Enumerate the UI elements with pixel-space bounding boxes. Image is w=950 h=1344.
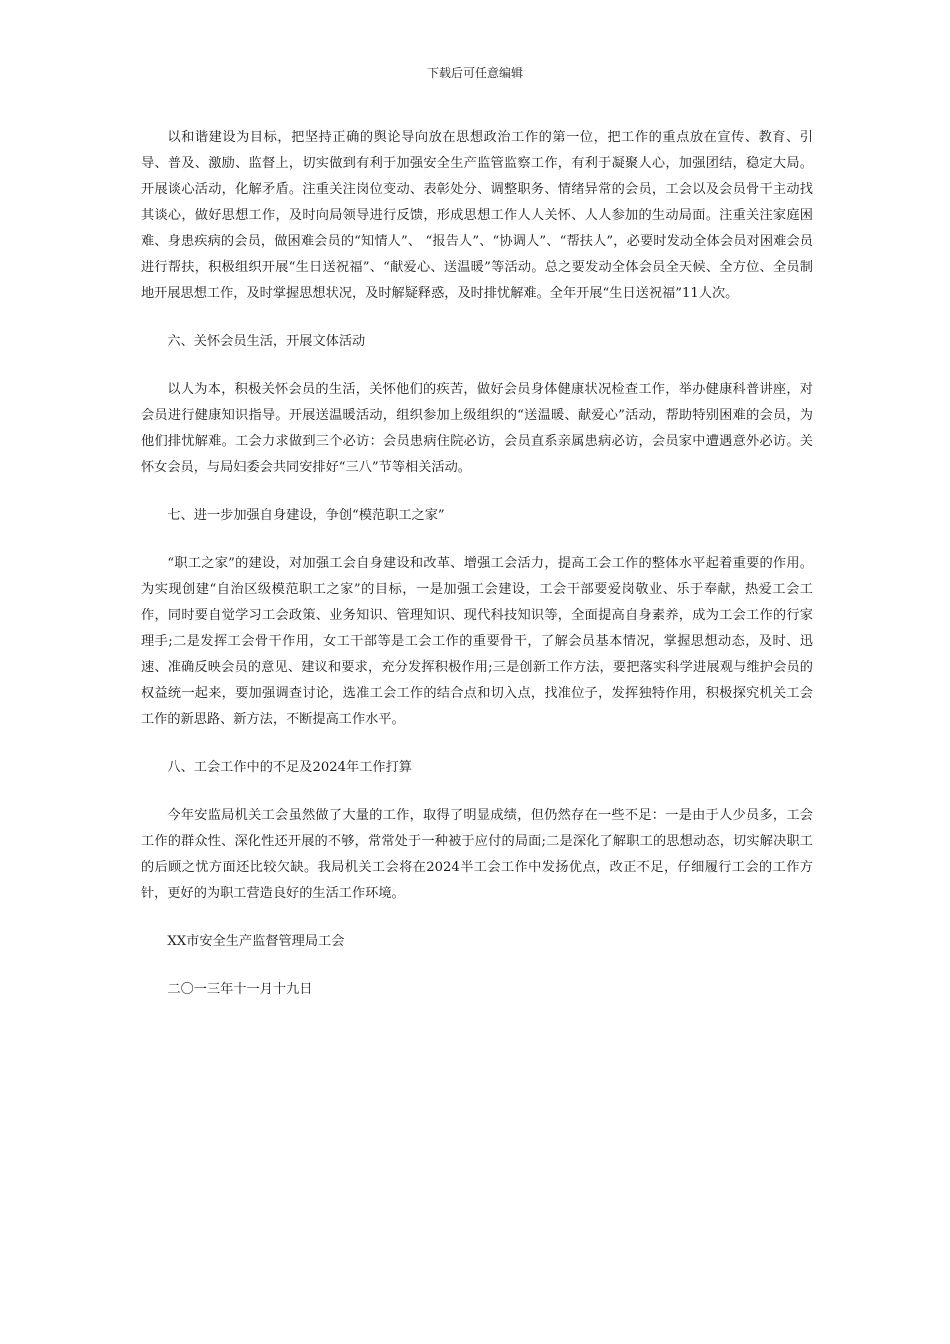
paragraph-member-care: 以人为本，积极关怀会员的生活，关怀他们的疾苦，做好会员身体健康状况检查工作，举办健康科普讲座，对会员进行健康知识指导。开展送温暖活动，组织参加上级组织的“送温暖、献爱心”活动，帮助特别困难的会员，为他们排忧解难。工会力求做到三个必访：会员患病住院必访，会员直系亲属患病必访，会员家中遭遇意外必访。关怀女会员，与局妇委会共同安排好“三八”节等相关活动。 <box>141 382 813 475</box>
section-heading-8: 八、工会工作中的不足及2024年工作打算 <box>167 760 412 775</box>
signature-organization: XX市安全生产监督管理局工会 <box>167 934 345 949</box>
section-heading-6: 六、关怀会员生活，开展文体活动 <box>167 334 366 349</box>
signature-date: 二〇一三年十一月十九日 <box>167 982 313 997</box>
header-note: 下载后可任意编辑 <box>426 66 523 80</box>
paragraph-ideological-work: 以和谐建设为目标，把坚持正确的舆论导向放在思想政治工作的第一位，把工作的重点放在宣传、教育、引导、普及、激励、监督上，切实做到有利于加强安全生产监管监察工作，有利于凝聚人心，加强团结，稳定大局。开展谈心活动，化解矛盾。注重关注岗位变动、表彰处分、调整职务、情绪异常的会员，工会以及会员骨干主动找其谈心，做好思想工作，及时向局领导进行反馈，形成思想工作人人关怀、人人参加的生动局面。注重关注家庭困难、身患疾病的会员，做困难会员的“知情人”、 “报告人”、“协调人”、“帮扶人”，必要时发动全体会员对困难会员进行帮扶，积极组织开展“生日送祝福”、“献爱心、送温暖”等活动。总之要发动全体会员全天候、全方位、全员制地开展思想工作，及时掌握思想状况，及时解疑释惑，及时排忧解难。全年开展“生日送祝福”11人次。 <box>141 130 813 301</box>
document-body <box>141 125 813 1025</box>
section-heading-7: 七、进一步加强自身建设，争创“模范职工之家” <box>167 508 445 523</box>
paragraph-self-construction: “职工之家”的建设，对加强工会自身建设和改革、增强工会活力，提高工会工作的整体水平起着重要的作用。为实现创建“自治区级模范职工之家”的目标，一是加强工会建设，工会干部要爱岗敬业、乐于奉献，热爱工会工作，同时要自觉学习工会政策、业务知识、管理知识、现代科技知识等，全面提高自身素养，成为工会工作的行家理手;二是发挥工会骨干作用，女工干部等是工会工作的重要骨干，了解会员基本情况，掌握思想动态，及时、迅速、准确反映会员的意见、建议和要求，充分发挥积极作用;三是创新工作方法，要把落实科学进展观与维护会员的权益统一起来，要加强调查讨论，选准工会工作的结合点和切入点，找准位子，发挥独特作用，积极探究机关工会工作的新思路、新方法，不断提高工作水平。 <box>141 556 813 727</box>
paragraph-shortcomings-plan: 今年安监局机关工会虽然做了大量的工作，取得了明显成绩，但仍然存在一些不足：一是由于人少员多，工会工作的群众性、深化性还开展的不够，常常处于一种被于应付的局面;二是深化了解职工的思想动态，切实解决职工的后顾之忧方面还比较欠缺。我局机关工会将在2024半工会工作中发扬优点，改正不足，仔细履行工会的工作方针，更好的为职工营造良好的生活工作环境。 <box>141 808 813 901</box>
